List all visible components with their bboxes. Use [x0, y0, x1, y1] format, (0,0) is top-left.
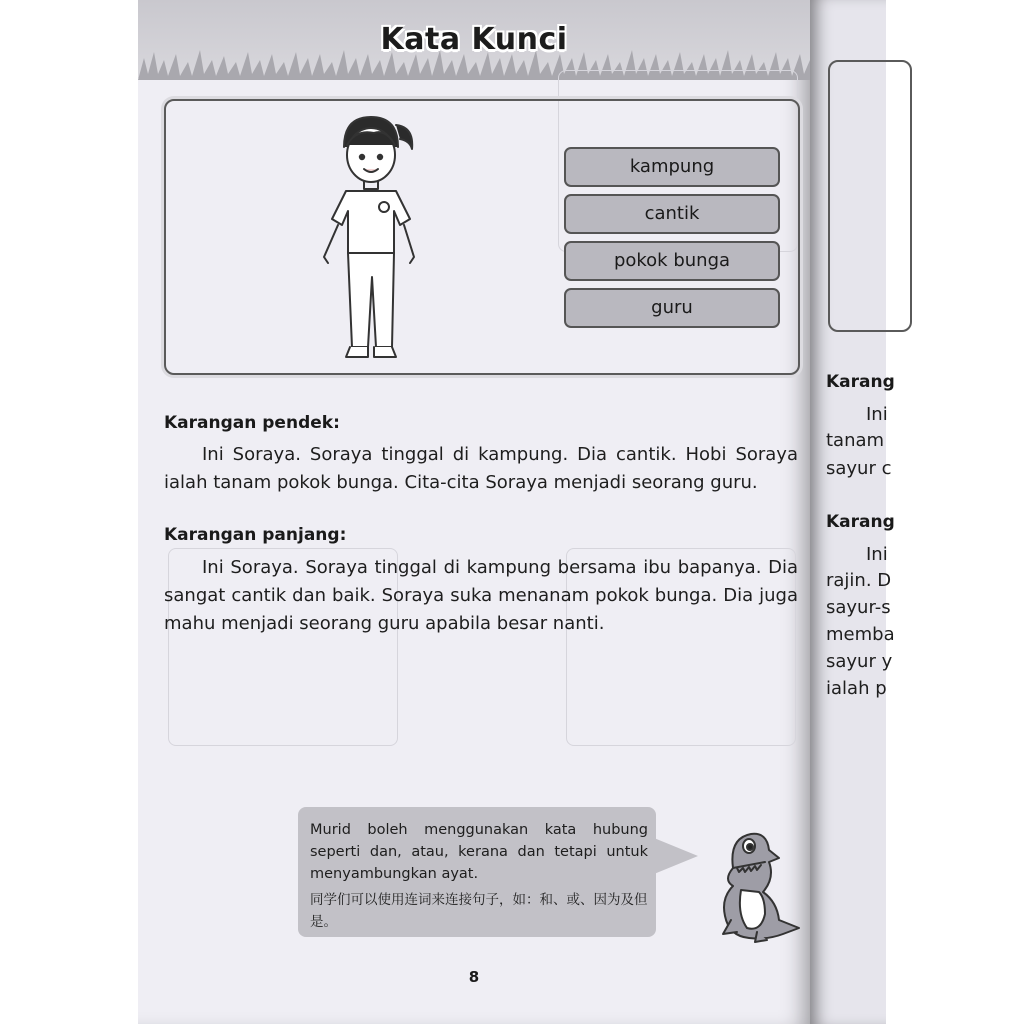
workbook-page: [138, 0, 810, 1024]
keyword-box: [164, 99, 800, 375]
short-essay-heading: Karangan pendek:: [164, 413, 340, 433]
tip-speech-bubble: [298, 807, 656, 937]
adjacent-line: Ini: [866, 544, 888, 565]
adjacent-line: rajin. D: [826, 570, 892, 591]
tip-text-malay: Murid boleh menggunakan kata hubung seperti dan, atau, kerana dan tetapi untuk menyambungkan ayat.: [310, 822, 648, 882]
keyword-guru: guru: [564, 288, 780, 328]
girl-illustration: [316, 107, 426, 365]
page-number: 8: [468, 968, 480, 986]
adjacent-line: ialah p: [826, 678, 887, 699]
tip-text-chinese: 同学们可以使用连词来连接句子，如：和、或、因为及但是。: [310, 892, 648, 930]
page-title: Kata Kunci: [380, 22, 568, 57]
speech-bubble-pointer: [654, 838, 698, 874]
adjacent-line: memba: [826, 624, 895, 645]
long-essay-heading: Karangan panjang:: [164, 525, 347, 545]
long-essay-text: Ini Soraya. Soraya tinggal di kampung bersama ibu bapanya. Dia sangat cantik dan baik. Soraya suka menanam pokok bunga. Dia juga mahu menjadi seorang guru apabila besar nanti.: [164, 557, 798, 634]
short-essay-text: Ini Soraya. Soraya tinggal di kampung. Dia cantik. Hobi Soraya ialah tanam pokok bunga. Cita-cita Soraya menjadi seorang guru.: [164, 444, 798, 493]
adjacent-line: Ini: [866, 404, 888, 425]
adjacent-line: sayur y: [826, 651, 893, 672]
keyword-pokok-bunga: pokok bunga: [564, 241, 780, 281]
adjacent-line: sayur c: [826, 458, 892, 479]
adjacent-heading-1: Karang: [826, 372, 895, 392]
adjacent-page-box: [828, 60, 912, 332]
keyword-cantik: cantik: [564, 194, 780, 234]
adjacent-page-edge: [810, 0, 895, 1024]
adjacent-line: tanam: [826, 430, 885, 451]
crocodile-mascot-icon: [703, 828, 803, 946]
keyword-kampung: kampung: [564, 147, 780, 187]
adjacent-heading-2: Karang: [826, 512, 895, 532]
adjacent-line: sayur-s: [826, 597, 891, 618]
